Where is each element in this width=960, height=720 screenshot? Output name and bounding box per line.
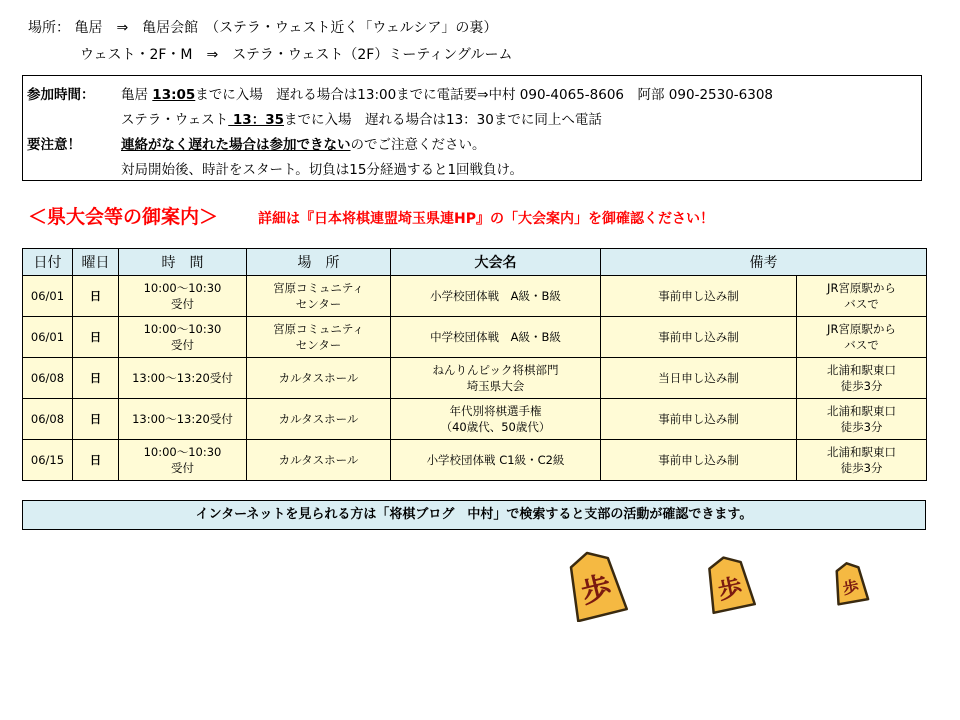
- koma-char-small: 歩: [841, 576, 861, 599]
- attendance-notice-box: [22, 75, 922, 181]
- cell-note1: 当日申し込み制: [601, 358, 797, 399]
- cell-day: 日: [73, 317, 119, 358]
- header-note: 備考: [601, 249, 927, 276]
- shogi-piece-fu-icon-large: [562, 548, 628, 622]
- location-line-2-text: ウェスト・2F・M ⇒ ステラ・ウェスト（2F）ミーティングルーム: [80, 47, 513, 63]
- cell-note2: JR宮原駅から バスで: [797, 317, 927, 358]
- table-row: [23, 276, 927, 317]
- west-time: 13：35: [228, 112, 284, 128]
- west-suffix: までに入場 遅れる場合は13：30までに同上へ電話: [283, 112, 602, 128]
- cell-date: 06/08: [23, 358, 73, 399]
- cell-event: ねんりんピック将棋部門 埼玉県大会: [391, 358, 601, 399]
- west-prefix: ステラ・ウェスト: [121, 112, 229, 128]
- koma-char-medium: 歩: [715, 572, 745, 606]
- kamei-prefix: 亀居: [121, 87, 153, 103]
- cell-event: 中学校団体戦 A級・B級: [391, 317, 601, 358]
- shogi-piece-fu-icon-medium: [700, 553, 758, 615]
- cell-note2: 北浦和駅東口 徒歩3分: [797, 440, 927, 481]
- location-line-1: 場所： 亀居 ⇒ 亀居会館 （ステラ・ウェスト近く「ウェルシア」の裏）: [28, 20, 498, 36]
- table-row: [23, 440, 927, 481]
- kamei-time: 13:05: [152, 87, 196, 103]
- cell-place: カルタスホール: [247, 358, 391, 399]
- table-row: [23, 399, 927, 440]
- header-place: 場 所: [247, 249, 391, 276]
- cell-time: 13:00～13:20受付: [119, 399, 247, 440]
- table-header-row: [23, 249, 927, 276]
- section-subtitle: 詳細は『日本将棋連盟埼玉県連HP』の「大会案内」を御確認ください！: [258, 211, 714, 227]
- cell-event: 小学校団体戦 C1級・C2級: [391, 440, 601, 481]
- header-time: 時 間: [119, 249, 247, 276]
- cell-time: 10:00～10:30 受付: [119, 317, 247, 358]
- cell-note1: 事前申し込み制: [601, 440, 797, 481]
- header-date: 日付: [23, 249, 73, 276]
- notice-row-kamei: [27, 83, 773, 103]
- header-event: 大会名: [391, 249, 601, 276]
- cell-note1: 事前申し込み制: [601, 276, 797, 317]
- cell-place: カルタスホール: [247, 399, 391, 440]
- cell-note1: 事前申し込み制: [601, 399, 797, 440]
- cell-note2: 北浦和駅東口 徒歩3分: [797, 399, 927, 440]
- cell-day: 日: [73, 276, 119, 317]
- cell-place: 宮原コミュニティ センター: [247, 276, 391, 317]
- cell-place: 宮原コミュニティ センター: [247, 317, 391, 358]
- cell-date: 06/15: [23, 440, 73, 481]
- caution-bold: 連絡がなく遅れた場合は参加できない: [121, 137, 351, 153]
- koma-char-large: 歩: [577, 569, 616, 611]
- table-row: [23, 317, 927, 358]
- time-label: 参加時間：: [27, 87, 95, 103]
- cell-day: 日: [73, 358, 119, 399]
- tournament-schedule-table: [22, 248, 927, 481]
- notice-row-caution: [27, 133, 486, 153]
- cell-day: 日: [73, 399, 119, 440]
- location-line-2: [28, 44, 513, 64]
- notice-row-rule: [27, 158, 523, 178]
- rule-text: 対局開始後、時計をスタート。切負は15分経過すると1回戦負け。: [121, 162, 524, 178]
- cell-event: 年代別将棋選手権 （40歳代、50歳代）: [391, 399, 601, 440]
- caution-label: 要注意！: [27, 137, 81, 153]
- shogi-piece-fu-icon-small: [830, 560, 870, 606]
- table-row: [23, 358, 927, 399]
- cell-event: 小学校団体戦 A級・B級: [391, 276, 601, 317]
- cell-note2: JR宮原駅から バスで: [797, 276, 927, 317]
- cell-time: 10:00～10:30 受付: [119, 276, 247, 317]
- header-day: 曜日: [73, 249, 119, 276]
- notice-row-west: [27, 108, 602, 128]
- cell-date: 06/08: [23, 399, 73, 440]
- cell-place: カルタスホール: [247, 440, 391, 481]
- cell-date: 06/01: [23, 276, 73, 317]
- cell-day: 日: [73, 440, 119, 481]
- kamei-suffix: までに入場 遅れる場合は13:00までに電話要⇒中村 090-4065-8606 阿部 090-2530-6308: [195, 87, 774, 103]
- section-heading: [28, 202, 714, 229]
- cell-time: 10:00～10:30 受付: [119, 440, 247, 481]
- blog-banner: インターネットを見られる方は「将棋ブログ 中村」で検索すると支部の活動が確認できます。: [22, 500, 926, 530]
- section-title: ＜県大会等の御案内＞: [28, 206, 219, 228]
- cell-note2: 北浦和駅東口 徒歩3分: [797, 358, 927, 399]
- caution-rest: のでご注意ください。: [350, 137, 486, 153]
- cell-time: 13:00～13:20受付: [119, 358, 247, 399]
- cell-date: 06/01: [23, 317, 73, 358]
- cell-note1: 事前申し込み制: [601, 317, 797, 358]
